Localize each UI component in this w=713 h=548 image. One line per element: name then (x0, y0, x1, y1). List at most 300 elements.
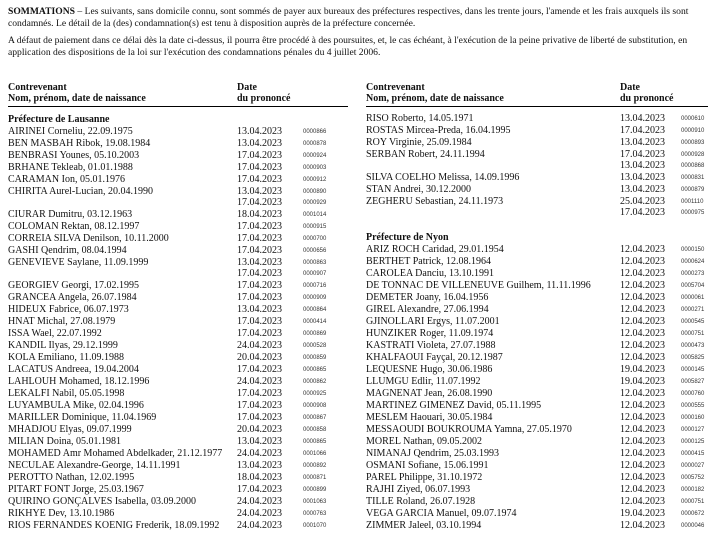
intro-title: SOMMATIONS (8, 6, 75, 17)
offender-name: GASHI Qendrim, 08.04.1994 (8, 245, 127, 256)
table-row (366, 460, 708, 472)
verdict-date: 17.04.2023 (237, 484, 282, 495)
table-row (366, 364, 708, 376)
verdict-dates (620, 268, 665, 279)
reference-code: 0000831 (681, 175, 705, 181)
reference-codes (303, 437, 326, 448)
table-row (366, 304, 708, 316)
verdict-date: 17.04.2023 (237, 233, 282, 244)
verdict-date: 24.04.2023 (237, 508, 282, 519)
verdict-dates (237, 352, 282, 363)
reference-code: 0000924 (303, 153, 327, 159)
table-row (8, 280, 348, 292)
reference-codes (681, 365, 704, 376)
offender-header (8, 82, 146, 104)
verdict-dates (237, 496, 282, 507)
offender-name: KHALFAOUI Fayçal, 20.12.1987 (366, 352, 503, 363)
table-row (8, 472, 348, 484)
reference-code: 0000858 (303, 427, 327, 433)
reference-codes (681, 401, 704, 412)
reference-code: 0000865 (303, 439, 327, 445)
table-row (366, 268, 708, 280)
reference-code: 0000867 (303, 415, 327, 421)
reference-code: 0001066 (303, 451, 327, 457)
verdict-date: 12.04.2023 (620, 400, 665, 411)
verdict-dates (620, 304, 665, 315)
table-row (366, 316, 708, 328)
offender-header-line2: Nom, prénom, date de naissance (366, 93, 504, 104)
verdict-date: 24.04.2023 (237, 340, 282, 351)
offender-name: CORREIA SILVA Denilson, 10.11.2000 (8, 233, 169, 244)
verdict-date: 13.04.2023 (237, 460, 282, 471)
offender-name: ARIZ ROCH Caridad, 29.01.1954 (366, 244, 504, 255)
verdict-dates (620, 520, 665, 531)
verdict-dates (237, 150, 282, 161)
offender-name: GJINOLLARI Ergys, 11.07.2001 (366, 316, 500, 327)
table-row (8, 245, 348, 257)
table-row (366, 184, 708, 196)
reference-code: 0000145 (681, 367, 705, 373)
reference-codes (681, 329, 704, 340)
table-row (8, 292, 348, 304)
table-row (366, 149, 708, 172)
table-row (8, 460, 348, 472)
verdict-dates (237, 460, 282, 471)
reference-code: 0000915 (303, 224, 327, 230)
header-rule (8, 106, 348, 107)
verdict-dates (620, 496, 665, 507)
intro-paragraph-1 (8, 6, 708, 31)
verdict-dates (620, 400, 665, 411)
verdict-dates (620, 244, 665, 255)
table-row (8, 520, 348, 532)
reference-code: 0000865 (303, 367, 327, 373)
reference-codes (681, 521, 704, 532)
verdict-dates (620, 484, 665, 495)
verdict-dates (620, 376, 665, 387)
verdict-dates (237, 472, 282, 483)
offender-name: DE TONNAC DE VILLENEUVE Guilhem, 11.11.1996 (366, 280, 591, 291)
table-row (366, 280, 708, 292)
offender-name: MESSAOUDI BOUKROUMA Yamna, 27.05.1970 (366, 424, 572, 435)
table-row (366, 244, 708, 256)
table-row (366, 496, 708, 508)
offender-name: GIREL Alexandre, 27.06.1994 (366, 304, 489, 315)
table-row (366, 484, 708, 496)
verdict-date: 13.04.2023 (237, 257, 282, 268)
reference-codes (303, 497, 326, 508)
table-row (8, 257, 348, 280)
verdict-date: 13.04.2023 (620, 160, 665, 171)
reference-codes (303, 293, 326, 304)
offender-name: PITART FONT Jorge, 25.03.1967 (8, 484, 144, 495)
reference-code: 0000150 (681, 247, 705, 253)
reference-code: 0000929 (303, 200, 327, 206)
offender-name: AIRINEI Corneliu, 22.09.1975 (8, 126, 133, 137)
verdict-date: 12.04.2023 (620, 292, 665, 303)
offender-name: SERBAN Robert, 24.11.1994 (366, 149, 485, 160)
table-row (366, 196, 708, 219)
verdict-date: 12.04.2023 (620, 424, 665, 435)
offender-name: RIOS FERNANDES KOENIG Frederik, 18.09.1992 (8, 520, 220, 531)
offender-name: LACATUS Andreea, 19.04.2004 (8, 364, 139, 375)
table-row (366, 400, 708, 412)
offender-name: MOREL Nathan, 09.05.2002 (366, 436, 483, 447)
verdict-dates (237, 400, 282, 411)
reference-codes (681, 126, 704, 137)
reference-codes (303, 222, 326, 233)
header-rule (366, 106, 708, 107)
reference-codes (303, 175, 326, 186)
table-row (8, 352, 348, 364)
reference-codes (681, 473, 704, 484)
table-row (366, 472, 708, 484)
reference-code: 0000903 (303, 165, 327, 171)
reference-codes (303, 377, 326, 388)
verdict-date: 17.04.2023 (237, 197, 282, 208)
reference-codes (681, 449, 704, 460)
verdict-dates (620, 424, 665, 435)
offender-name: ISSA Wael, 22.07.1992 (8, 328, 102, 339)
offender-name: OSMANI Sofiane, 15.06.1991 (366, 460, 489, 471)
reference-codes (303, 305, 326, 316)
reference-codes (681, 413, 704, 424)
offender-header-line1: Contrevenant (366, 82, 425, 93)
offender-name: MHADJOU Elyas, 09.07.1999 (8, 424, 132, 435)
offender-name: RAJHI Ziyed, 06.07.1993 (366, 484, 471, 495)
offender-name: RISO Roberto, 14.05.1971 (366, 113, 474, 124)
verdict-date: 24.04.2023 (237, 376, 282, 387)
reference-codes (681, 485, 704, 496)
reference-code: 0000545 (681, 319, 705, 325)
verdict-date: 13.04.2023 (620, 184, 665, 195)
reference-codes (681, 150, 704, 172)
verdict-date: 12.04.2023 (620, 520, 665, 531)
reference-codes (681, 497, 704, 508)
verdict-dates (237, 448, 282, 459)
intro-text-1: – Les suivants, sans domicile connu, sont sommés de payer aux bureaux des préfectures respectives, dans les trente jours, l'amende et les frais auxquels ils sont condamnés. Le détail de la (des) condamnation(s) est tenu à disposition auprès de la préfecture concernée. (8, 6, 689, 30)
offender-header (366, 82, 504, 104)
offender-header-line1: Contrevenant (8, 82, 67, 93)
verdict-dates (620, 472, 665, 483)
verdict-dates (237, 126, 282, 137)
reference-codes (681, 317, 704, 328)
offender-name: TILLE Roland, 26.07.1928 (366, 496, 476, 507)
table-row (366, 113, 708, 125)
reference-code: 0000473 (681, 343, 705, 349)
reference-code: 0000899 (303, 487, 327, 493)
reference-code: 0000414 (303, 319, 327, 325)
verdict-date: 12.04.2023 (620, 244, 665, 255)
verdict-date: 20.04.2023 (237, 352, 282, 363)
offender-name: BEN MASBAH Ribok, 19.08.1984 (8, 138, 151, 149)
table-row (8, 186, 348, 209)
offender-name: KOLA Emiliano, 11.09.1988 (8, 352, 125, 363)
verdict-date: 18.04.2023 (237, 209, 282, 220)
verdict-date: 24.04.2023 (237, 520, 282, 531)
table-row (8, 162, 348, 174)
offender-name: MARILLER Dominique, 11.04.1969 (8, 412, 157, 423)
verdict-dates (620, 436, 665, 447)
verdict-dates (237, 186, 282, 208)
table-row (366, 424, 708, 436)
table-row (366, 137, 708, 149)
reference-code: 0005752 (681, 475, 705, 481)
reference-code: 0000273 (681, 271, 705, 277)
verdict-date: 13.04.2023 (237, 138, 282, 149)
offender-name: CARAMAN Ion, 05.01.1976 (8, 174, 125, 185)
table-row (8, 508, 348, 520)
offender-name: PAREL Philippe, 31.10.1972 (366, 472, 483, 483)
reference-codes (303, 473, 326, 484)
offender-name: MARTINEZ GIMENEZ David, 05.11.1995 (366, 400, 542, 411)
offender-name: ROSTAS Mircea-Preda, 16.04.1995 (366, 125, 511, 136)
reference-codes (681, 353, 704, 364)
verdict-dates (237, 328, 282, 339)
verdict-dates (237, 424, 282, 435)
reference-codes (303, 139, 326, 150)
verdict-date: 19.04.2023 (620, 376, 665, 387)
table-row (8, 436, 348, 448)
table-row (366, 340, 708, 352)
verdict-date: 12.04.2023 (620, 328, 665, 339)
table-row (8, 388, 348, 400)
verdict-date: 13.04.2023 (237, 436, 282, 447)
reference-code: 0000908 (303, 403, 327, 409)
reference-codes (303, 401, 326, 412)
verdict-dates (237, 340, 282, 351)
table-row (366, 376, 708, 388)
reference-code: 0000127 (681, 427, 705, 433)
reference-code: 0001014 (303, 212, 327, 218)
reference-codes (681, 281, 704, 292)
reference-code: 0000912 (303, 177, 327, 183)
verdict-date: 20.04.2023 (237, 424, 282, 435)
verdict-date: 13.04.2023 (620, 113, 665, 124)
offender-name: LLUMGU Edlir, 11.07.1992 (366, 376, 481, 387)
table-row (8, 328, 348, 340)
reference-code: 0000763 (303, 511, 327, 517)
reference-codes (303, 509, 326, 520)
reference-codes (303, 425, 326, 436)
reference-codes (681, 509, 704, 520)
verdict-date: 12.04.2023 (620, 352, 665, 363)
reference-codes (303, 353, 326, 364)
table-row (366, 520, 708, 532)
verdict-date: 24.04.2023 (237, 496, 282, 507)
offender-name: BRHANE Tekleab, 01.01.1988 (8, 162, 133, 173)
verdict-date: 12.04.2023 (620, 256, 665, 267)
reference-code: 0000700 (303, 236, 327, 242)
offender-name: LEKALFI Nabil, 05.05.1998 (8, 388, 125, 399)
intro (8, 6, 708, 64)
verdict-date: 12.04.2023 (620, 316, 665, 327)
verdict-dates (620, 364, 665, 375)
offender-name: LUYAMBULA Mike, 02.04.1996 (8, 400, 144, 411)
table-row (8, 400, 348, 412)
table-row (8, 221, 348, 233)
verdict-dates (620, 448, 665, 459)
verdict-dates (237, 412, 282, 423)
reference-codes (303, 329, 326, 340)
table-row (8, 138, 348, 150)
reference-codes (681, 293, 704, 304)
verdict-date: 17.04.2023 (237, 388, 282, 399)
verdict-date: 17.04.2023 (237, 245, 282, 256)
reference-code: 0000672 (681, 511, 705, 517)
reference-codes (303, 413, 326, 424)
table-row (8, 484, 348, 496)
verdict-dates (620, 196, 665, 218)
reference-code: 0000760 (681, 391, 705, 397)
offender-name: GEORGIEV Georgi, 17.02.1995 (8, 280, 140, 291)
reference-codes (681, 461, 704, 472)
table-row (8, 412, 348, 424)
verdict-date: 12.04.2023 (620, 460, 665, 471)
offender-name: VEGA GARCIA Manuel, 09.07.1974 (366, 508, 517, 519)
verdict-dates (237, 174, 282, 185)
verdict-dates (237, 436, 282, 447)
reference-codes (681, 138, 704, 149)
verdict-dates (237, 221, 282, 232)
verdict-dates (620, 292, 665, 303)
reference-code: 0000716 (303, 283, 327, 289)
reference-code: 0000879 (681, 187, 705, 193)
offender-name: COLOMAN Rektan, 08.12.1997 (8, 221, 140, 232)
verdict-date: 17.04.2023 (237, 400, 282, 411)
verdict-dates (237, 364, 282, 375)
table-row (8, 364, 348, 376)
reference-code: 0000046 (681, 523, 705, 529)
reference-code: 0000890 (303, 189, 327, 195)
reference-codes (681, 197, 704, 219)
reference-code: 0000528 (303, 343, 327, 349)
offender-name: ZEGHERU Sebastian, 24.11.1973 (366, 196, 504, 207)
verdict-date: 24.04.2023 (237, 448, 282, 459)
reference-code: 0000907 (303, 271, 327, 277)
table-row (366, 328, 708, 340)
offender-name: GRANCEA Angela, 26.07.1984 (8, 292, 137, 303)
verdict-date: 12.04.2023 (620, 472, 665, 483)
reference-codes (681, 425, 704, 436)
offender-name: KASTRATI Violeta, 27.07.1988 (366, 340, 496, 351)
offender-name: LAHLOUH Mohamed, 18.12.1996 (8, 376, 150, 387)
offender-name: BENBRASI Younes, 05.10.2003 (8, 150, 140, 161)
verdict-date: 12.04.2023 (620, 496, 665, 507)
reference-codes (303, 163, 326, 174)
verdict-date: 19.04.2023 (620, 364, 665, 375)
table-row (8, 174, 348, 186)
date-header (237, 82, 290, 104)
reference-code: 0000125 (681, 439, 705, 445)
verdict-dates (237, 484, 282, 495)
verdict-date: 17.04.2023 (237, 221, 282, 232)
reference-codes (681, 389, 704, 400)
reference-code: 0000160 (681, 415, 705, 421)
verdict-date: 12.04.2023 (620, 412, 665, 423)
verdict-date: 12.04.2023 (620, 280, 665, 291)
table-row (366, 352, 708, 364)
verdict-date: 12.04.2023 (620, 484, 665, 495)
verdict-date: 17.04.2023 (237, 162, 282, 173)
verdict-dates (237, 138, 282, 149)
reference-codes (681, 245, 704, 256)
verdict-dates (620, 340, 665, 351)
offender-name: CHIRITA Aurel-Lucian, 20.04.1990 (8, 186, 154, 197)
reference-codes (681, 269, 704, 280)
right-column (366, 78, 708, 532)
verdict-date: 17.04.2023 (620, 125, 665, 136)
verdict-date: 17.04.2023 (237, 174, 282, 185)
reference-code: 0000878 (303, 141, 327, 147)
reference-codes (681, 377, 704, 388)
reference-code: 0000555 (681, 403, 705, 409)
table-row (8, 304, 348, 316)
reference-code: 0000027 (681, 463, 705, 469)
verdict-dates (620, 172, 665, 183)
reference-code: 0000866 (303, 129, 327, 135)
reference-code: 0005704 (681, 283, 705, 289)
table-row (8, 209, 348, 221)
reference-code: 0000859 (303, 355, 327, 361)
table-row (8, 126, 348, 138)
verdict-date: 13.04.2023 (237, 126, 282, 137)
verdict-dates (237, 520, 282, 531)
date-header-line1: Date (237, 82, 257, 93)
reference-code: 0005825 (681, 355, 705, 361)
reference-codes (303, 521, 326, 532)
verdict-date: 17.04.2023 (237, 280, 282, 291)
offender-name: MOHAMED Amr Mohamed Abdelkader, 21.12.1977 (8, 448, 223, 459)
reference-code: 0001063 (303, 499, 327, 505)
verdict-date: 12.04.2023 (620, 340, 665, 351)
table-row (8, 424, 348, 436)
offender-name: MESLEM Haouari, 30.05.1984 (366, 412, 493, 423)
verdict-date: 12.04.2023 (620, 448, 665, 459)
reference-codes (681, 114, 704, 125)
left-column-header (8, 78, 348, 104)
date-header-line2: du prononcé (620, 93, 674, 104)
verdict-date: 25.04.2023 (620, 196, 665, 207)
verdict-dates (237, 233, 282, 244)
verdict-date: 17.04.2023 (237, 316, 282, 327)
verdict-dates (620, 184, 665, 195)
offender-name: GENEVIEVE Saylane, 11.09.1999 (8, 257, 149, 268)
reference-code: 0005827 (681, 379, 705, 385)
offender-name: LEQUESNE Hugo, 30.06.1986 (366, 364, 493, 375)
reference-code: 0000863 (303, 260, 327, 266)
verdict-dates (620, 352, 665, 363)
verdict-dates (620, 280, 665, 291)
table-row (366, 448, 708, 460)
verdict-date: 18.04.2023 (237, 472, 282, 483)
offender-name: STAN Andrei, 30.12.2000 (366, 184, 472, 195)
section-title-nyon: Préfecture de Nyon (366, 232, 449, 243)
verdict-date: 17.04.2023 (237, 412, 282, 423)
verdict-date: 12.04.2023 (620, 436, 665, 447)
table-row (366, 508, 708, 520)
left-column (8, 78, 348, 532)
offender-name: DEMETER Joany, 16.04.1956 (366, 292, 489, 303)
verdict-date: 17.04.2023 (237, 292, 282, 303)
table-row (366, 256, 708, 268)
verdict-dates (237, 388, 282, 399)
verdict-dates (620, 149, 665, 171)
table-row (366, 436, 708, 448)
reference-codes (681, 341, 704, 352)
verdict-date: 13.04.2023 (620, 137, 665, 148)
offender-name: KANDIL Ilyas, 29.12.1999 (8, 340, 118, 351)
